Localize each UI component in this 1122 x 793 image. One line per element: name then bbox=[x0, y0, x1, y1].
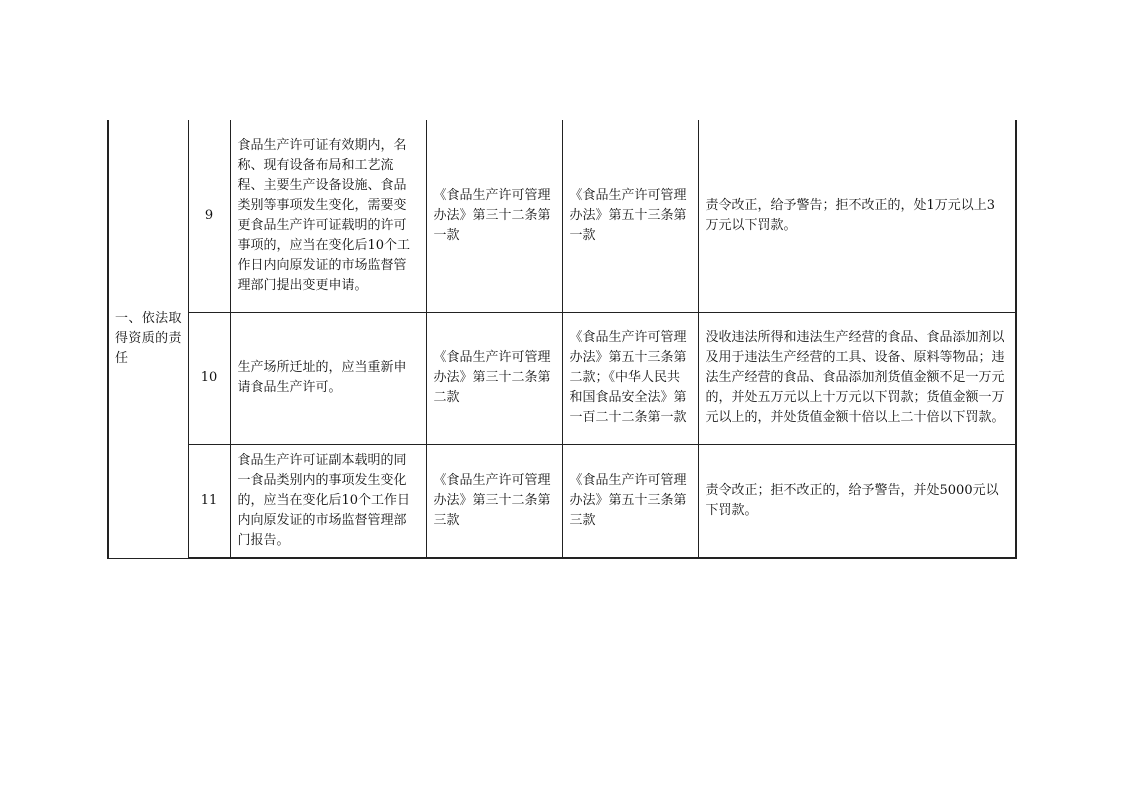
penalty-basis-text: 《食品生产许可管理办法》第五十三条第一款 bbox=[569, 187, 687, 243]
penalty-basis-cell bbox=[562, 120, 698, 312]
penalty-cell bbox=[698, 444, 1016, 558]
situation-text: 食品生产许可证副本载明的同一食品类别内的事项发生变化的，应当在变化后10个工作日内向原发证的市场监督管理部门报告。 bbox=[237, 452, 411, 548]
basis-cell bbox=[426, 444, 562, 558]
row-number: 11 bbox=[200, 492, 218, 508]
table-row bbox=[108, 312, 1016, 444]
regulation-table bbox=[107, 120, 1017, 559]
situation-cell bbox=[230, 312, 426, 444]
row-number: 10 bbox=[200, 370, 218, 385]
penalty-cell bbox=[698, 120, 1016, 312]
basis-cell bbox=[426, 120, 562, 312]
penalty-basis-cell bbox=[562, 444, 698, 558]
penalty-text: 责令改正，给予警告；拒不改正的，处1万元以上3万元以下罚款。 bbox=[705, 197, 996, 233]
penalty-basis-text: 《食品生产许可管理办法》第五十三条第二款；《中华人民共和国食品安全法》第一百二十二条第一款 bbox=[569, 330, 687, 425]
table-row bbox=[108, 120, 1016, 312]
situation-cell bbox=[230, 444, 426, 558]
situation-text: 生产场所迁址的，应当重新申请食品生产许可。 bbox=[237, 360, 407, 395]
table-row bbox=[108, 444, 1016, 558]
penalty-basis-text: 《食品生产许可管理办法》第五十三条第三款 bbox=[569, 472, 687, 528]
category-label: 一、依法取得资质的责任 bbox=[115, 310, 182, 366]
basis-text: 《食品生产许可管理办法》第三十二条第三款 bbox=[433, 472, 551, 528]
situation-cell bbox=[230, 120, 426, 312]
basis-text: 《食品生产许可管理办法》第三十二条第二款 bbox=[433, 350, 551, 405]
row-number-cell bbox=[188, 312, 230, 444]
situation-text: 食品生产许可证有效期内，名称、现有设备布局和工艺流程、主要生产设备设施、食品类别等事项发生变化，需要变更食品生产许可证载明的许可事项的，应当在变化后10个工作日内向原发证的市场监督管理部门提出变更申请。 bbox=[237, 137, 411, 293]
basis-text: 《食品生产许可管理办法》第三十二条第一款 bbox=[433, 187, 551, 243]
row-number: 9 bbox=[204, 207, 214, 223]
penalty-cell bbox=[698, 312, 1016, 444]
row-number-cell bbox=[188, 120, 230, 312]
penalty-text: 没收违法所得和违法生产经营的食品、食品添加剂以及用于违法生产经营的工具、设备、原料等物品；违法生产经营的食品、食品添加剂货值金额不足一万元的，并处五万元以上十万元以下罚款；货值金额一万元以上的，并处货值金额十倍以上二十倍以下罚款。 bbox=[705, 330, 1005, 425]
penalty-basis-cell bbox=[562, 312, 698, 444]
basis-cell bbox=[426, 312, 562, 444]
row-number-cell bbox=[188, 444, 230, 558]
category-cell bbox=[108, 120, 188, 558]
penalty-text: 责令改正；拒不改正的，给予警告，并处5000元以下罚款。 bbox=[705, 482, 999, 518]
